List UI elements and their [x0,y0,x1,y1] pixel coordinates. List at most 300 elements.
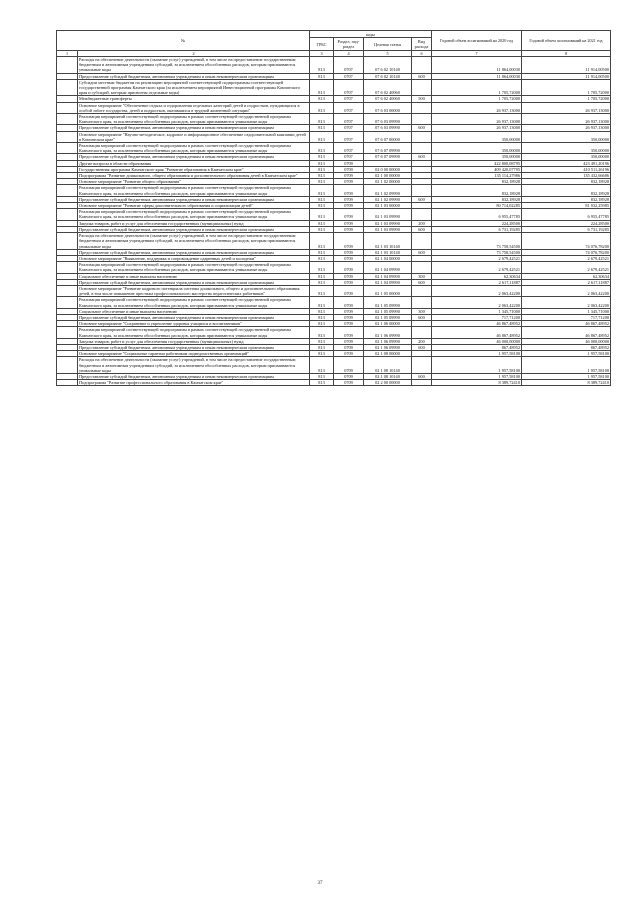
row-number-cell [57,114,78,125]
row-vr-cell: 200 [412,338,432,344]
row-2020-cell: 2 679,42521 [432,262,522,273]
row-grbs-cell: 813 [310,255,334,261]
row-razdel-cell: 0709 [334,314,364,320]
header-2021: Годовой объем ассигнований на 2021 год [522,31,611,51]
row-name-cell: Межбюджетные трансферты [78,96,310,102]
row-grbs-cell: 813 [310,196,334,202]
row-grbs-cell: 813 [310,114,334,125]
row-name-cell: Предоставление субсидий бюджетным, автономным учреждениям и иным некоммерческим организациям [78,154,310,160]
page-number: 37 [317,881,323,886]
row-2021-cell: 832,18928 [522,185,611,196]
row-name-cell: Предоставление субсидий бюджетным, автономным учреждениям и иным некоммерческим организациям [78,125,310,131]
row-2021-cell: 2 063,42200 [522,285,611,296]
header-codes: коды [310,31,432,38]
row-grbs-cell: 813 [310,273,334,279]
row-number-cell [57,57,78,74]
row-2021-cell: 1 345,71000 [522,308,611,314]
row-grbs-cell: 813 [310,179,334,185]
row-2021-cell: 717,71200 [522,314,611,320]
row-razdel-cell: 0707 [334,102,364,113]
row-razdel-cell: 0709 [334,233,364,250]
table-body [57,57,611,386]
row-cs-cell: 02 1 03 00000 [364,203,412,209]
row-grbs-cell: 813 [310,131,334,142]
row-grbs-cell: 813 [310,209,334,220]
row-cs-cell: 07 6 02 10140 [364,73,412,79]
row-2020-cell: 1 345,71000 [432,308,522,314]
row-number-cell [57,131,78,142]
row-razdel-cell: 0709 [334,297,364,308]
column-number: 2 [78,51,310,57]
row-vr-cell: 600 [412,249,432,255]
row-razdel-cell: 0709 [334,179,364,185]
row-2020-cell: 1 957,58100 [432,351,522,357]
table-header [57,31,611,57]
table-row [57,185,611,196]
column-number: 7 [432,51,522,57]
row-2021-cell: 867,48952 [522,344,611,350]
row-vr-cell: 300 [412,273,432,279]
row-name-cell: Государственная программа Камчатского края "Развитие образования в Камчатском крае" [78,166,310,172]
row-cs-cell: 02 1 05 09990 [364,297,412,308]
row-cs-cell: 02 1 02 00000 [364,179,412,185]
row-razdel-cell: 0707 [334,57,364,74]
row-2021-cell: 423 491,20196 [522,160,611,166]
row-cs-cell: 02 1 03 09990 [364,209,412,220]
row-cs-cell: 02 1 06 09990 [364,338,412,344]
row-grbs-cell: 813 [310,308,334,314]
row-vr-cell [412,297,432,308]
row-name-cell: Предоставление субсидий бюджетным, автономным учреждениям и иным некоммерческим организациям [78,373,310,379]
row-razdel-cell: 0709 [334,249,364,255]
row-razdel-cell: 0707 [334,73,364,79]
row-2021-cell: 1 705,72000 [522,96,611,102]
row-razdel-cell: 0709 [334,203,364,209]
row-grbs-cell: 813 [310,338,334,344]
row-2020-cell: 832,18928 [432,185,522,196]
row-razdel-cell: 0709 [334,327,364,338]
row-2021-cell: 46 867,48952 [522,321,611,327]
row-cs-cell: 02 1 03 10140 [364,249,412,255]
row-2021-cell: 1 957,58100 [522,373,611,379]
row-2021-cell: 26 937,13000 [522,125,611,131]
row-cs-cell: 02 2 00 00000 [364,380,412,386]
row-cs-cell: 07 6 07 00000 [364,131,412,142]
row-razdel-cell: 0707 [334,114,364,125]
row-number-cell [57,285,78,296]
row-vr-cell: 200 [412,220,432,226]
row-cs-cell: 02 1 04 09990 [364,262,412,273]
row-cs-cell: 02 1 05 00000 [364,285,412,296]
row-cs-cell: 02 1 06 09990 [364,344,412,350]
row-name-cell: Социальное обеспечение и иные выплаты населению [78,308,310,314]
row-name-cell: Предоставление субсидий бюджетным, автономным учреждениям и иным некоммерческим организациям [78,249,310,255]
row-cs-cell: 02 1 08 00000 [364,351,412,357]
row-vr-cell: 600 [412,314,432,320]
row-2021-cell: 135 432,66686 [522,173,611,179]
row-name-cell: Основное мероприятие "Сохранение и укрепление здоровья учащихся и воспитанников" [78,321,310,327]
row-razdel-cell: 0709 [334,344,364,350]
row-cs-cell: 02 1 02 09990 [364,185,412,196]
row-cs-cell: 02 1 05 09990 [364,308,412,314]
row-vr-cell: 600 [412,373,432,379]
row-2020-cell: 62,30634 [432,273,522,279]
row-razdel-cell: 0709 [334,380,364,386]
table-row [57,357,611,374]
row-name-cell: Подпрограмма "Развитие профессионального образования в Камчатском крае" [78,380,310,386]
row-number-cell [57,209,78,220]
row-grbs-cell: 813 [310,297,334,308]
row-grbs-cell: 813 [310,96,334,102]
table-row [57,102,611,113]
row-2020-cell: 867,48952 [432,344,522,350]
row-razdel-cell: 0709 [334,279,364,285]
row-name-cell: Закупка товаров, работ и услуг для обеспечения государственных (муниципальных) нужд [78,338,310,344]
column-number: 5 [364,51,412,57]
row-name-cell: Реализация мероприятий соответствующей подпрограммы в рамках соответствующей государственной программы Камчатского края, за исключением обособленных расходов, которым присваиваются уникальные коды [78,185,310,196]
row-razdel-cell: 0709 [334,160,364,166]
row-vr-cell [412,285,432,296]
row-2021-cell: 350,00000 [522,143,611,154]
column-number: 8 [522,51,611,57]
row-grbs-cell: 813 [310,143,334,154]
row-vr-cell: 600 [412,196,432,202]
table-row [57,285,611,296]
budget-table [56,30,611,386]
row-name-cell: Основное мероприятие "Социальные гарантии работникам подведомственных организаций" [78,351,310,357]
row-vr-cell: 600 [412,73,432,79]
row-vr-cell [412,79,432,96]
row-grbs-cell: 813 [310,373,334,379]
row-number-cell [57,233,78,250]
row-grbs-cell: 813 [310,351,334,357]
row-cs-cell: 02 1 00 00000 [364,173,412,179]
row-cs-cell: 07 6 03 09990 [364,125,412,131]
row-2021-cell: 2 617,11887 [522,279,611,285]
table-row [57,233,611,250]
row-grbs-cell: 813 [310,160,334,166]
row-2020-cell: 26 937,13000 [432,114,522,125]
row-razdel-cell: 0709 [334,373,364,379]
row-2021-cell: 6 955,47785 [522,209,611,220]
row-grbs-cell: 813 [310,249,334,255]
row-2021-cell: 6 731,19285 [522,226,611,232]
row-name-cell: Предоставление субсидий бюджетным, автономным учреждениям и иным некоммерческим организациям [78,279,310,285]
row-name-cell: Реализация мероприятий соответствующей подпрограммы в рамках соответствующей государственной программы Камчатского края, за исключением обособленных расходов, которым присваиваются уникальные коды [78,262,310,273]
row-grbs-cell: 813 [310,380,334,386]
row-2020-cell: 8 389,72410 [432,380,522,386]
row-razdel-cell: 0709 [334,226,364,232]
row-razdel-cell: 0707 [334,131,364,142]
row-name-cell: Реализация мероприятий соответствующей подпрограммы в рамках соответствующей государственной программы Камчатского края, за исключением обособленных расходов, которым присваиваются уникальные коды [78,114,310,125]
row-2021-cell: 11 914,00500 [522,73,611,79]
row-2020-cell: 46 000,00000 [432,338,522,344]
row-name-cell: Закупка товаров, работ и услуг для обеспечения государственных (муниципальных) нужд [78,220,310,226]
row-grbs-cell: 813 [310,166,334,172]
header-grbs: ГРБС [310,38,334,51]
row-name-cell: Другие вопросы в области образования [78,160,310,166]
row-2020-cell: 1 705,72000 [432,79,522,96]
table-row [57,297,611,308]
row-2021-cell: 74 076,78200 [522,233,611,250]
row-grbs-cell: 813 [310,279,334,285]
row-cs-cell: 02 1 06 00000 [364,321,412,327]
row-2020-cell: 832,18928 [432,179,522,185]
header-number: № [57,31,310,51]
row-grbs-cell: 813 [310,226,334,232]
row-name-cell: Реализация мероприятий соответствующей подпрограммы в рамках соответствующей государственной программы Камчатского края, за исключением обособленных расходов, которым присваиваются уникальные коды [78,143,310,154]
row-grbs-cell: 813 [310,79,334,96]
row-2021-cell: 26 937,13000 [522,114,611,125]
row-2020-cell: 1 705,72000 [432,96,522,102]
row-razdel-cell: 0709 [334,338,364,344]
row-number-cell [57,380,78,386]
row-cs-cell: 02 1 06 09990 [364,327,412,338]
row-vr-cell: 600 [412,226,432,232]
header-2020: Годовой объем ассигнований на 2020 год [432,31,522,51]
row-name-cell: Реализация мероприятий соответствующей подпрограммы в рамках соответствующей государственной программы Камчатского края, за исключением обособленных расходов, которым присваиваются уникальные коды [78,297,310,308]
row-number-cell [57,102,78,113]
row-name-cell: Предоставление субсидий бюджетным, автономным учреждениям и иным некоммерческим организациям [78,73,310,79]
row-vr-cell [412,233,432,250]
row-2020-cell: 1 957,58100 [432,357,522,374]
row-cs-cell: 02 1 04 09990 [364,279,412,285]
header-razdel: Раздел, под-раздел [334,38,364,51]
row-razdel-cell: 0707 [334,154,364,160]
row-grbs-cell: 813 [310,357,334,374]
row-name-cell: Основное мероприятие "Обеспечение отдыха и оздоровления отдельных категорий детей и подростков, нуждающихся в особой заботе государства, детей и подростков, оказавшихся в трудной жизненной ситуации" [78,102,310,113]
row-number-cell [57,262,78,273]
row-2020-cell: 80 714,02285 [432,203,522,209]
row-2021-cell: 2 063,42200 [522,297,611,308]
row-2020-cell: 11 864,00030 [432,73,522,79]
row-2020-cell: 135 114,27986 [432,173,522,179]
row-2020-cell: 73 758,54500 [432,233,522,250]
row-number-cell [57,185,78,196]
row-2020-cell: 46 867,48952 [432,321,522,327]
row-razdel-cell: 0709 [334,166,364,172]
row-number-cell [57,143,78,154]
row-2020-cell: 73 758,54500 [432,249,522,255]
row-name-cell: Предоставление субсидий бюджетным, автономным учреждениям и иным некоммерческим организациям [78,196,310,202]
row-cs-cell: 02 1 05 09990 [364,314,412,320]
row-razdel-cell: 0707 [334,79,364,96]
row-2020-cell: 422 800,08795 [432,160,522,166]
row-2021-cell: 74 076,78200 [522,249,611,255]
row-razdel-cell: 0709 [334,196,364,202]
row-name-cell: Предоставление субсидий бюджетным, автономным учреждениям и иным некоммерческим организациям [78,314,310,320]
row-vr-cell [412,57,432,74]
row-grbs-cell: 813 [310,321,334,327]
row-razdel-cell: 0709 [334,220,364,226]
row-name-cell: Основное мероприятие "Развитие общего образования" [78,179,310,185]
row-vr-cell: 600 [412,344,432,350]
row-grbs-cell: 813 [310,173,334,179]
row-razdel-cell: 0707 [334,143,364,154]
row-number-cell [57,297,78,308]
row-cs-cell: 07 6 02 10140 [364,57,412,74]
row-vr-cell [412,143,432,154]
row-2020-cell: 6 955,47785 [432,209,522,220]
row-cs-cell: 02 1 03 09990 [364,226,412,232]
row-2020-cell: 717,71200 [432,314,522,320]
row-cs-cell: 02 1 08 10140 [364,357,412,374]
row-razdel-cell: 0709 [334,273,364,279]
row-name-cell: Расходы на обеспечение деятельности (оказание услуг) учреждений, в том числе на предоставление государственным бюджетным и автономным учреждениям субсидий, за исключением обособленных расходов, которым присваиваются уникальные коды [78,57,310,74]
row-grbs-cell: 813 [310,125,334,131]
row-2021-cell: 1 957,58100 [522,351,611,357]
row-razdel-cell: 0709 [334,308,364,314]
row-cs-cell: 02 1 08 10140 [364,373,412,379]
row-number-cell [57,79,78,96]
row-2020-cell: 2 063,42200 [432,297,522,308]
row-number-cell [57,357,78,374]
row-2020-cell: 2 617,11887 [432,279,522,285]
row-razdel-cell: 0709 [334,173,364,179]
row-razdel-cell: 0707 [334,125,364,131]
row-grbs-cell: 813 [310,154,334,160]
row-grbs-cell: 813 [310,102,334,113]
column-number: 6 [412,51,432,57]
row-cs-cell: 07 6 03 09990 [364,114,412,125]
table-row [57,131,611,142]
row-2021-cell: 81 032,25985 [522,203,611,209]
row-2020-cell: 11 864,00030 [432,57,522,74]
row-name-cell: Основное мероприятие "Научно-методическое, кадровое и информационное обеспечение оздоровительной кампании детей в Камчатском крае" [78,131,310,142]
row-vr-cell [412,114,432,125]
row-cs-cell: 07 6 02 40060 [364,79,412,96]
row-2020-cell: 6 731,19285 [432,226,522,232]
row-name-cell: Основное мероприятие "Выявление, поддержка и сопровождение одаренных детей и молодежи" [78,255,310,261]
row-grbs-cell: 813 [310,73,334,79]
row-2020-cell: 26 937,13000 [432,125,522,131]
row-2021-cell: 1 705,72000 [522,79,611,96]
row-vr-cell: 600 [412,125,432,131]
column-number: 1 [57,51,78,57]
table-row [57,114,611,125]
row-2020-cell: 350,00000 [432,131,522,142]
row-name-cell: Социальное обеспечение и иные выплаты населению [78,273,310,279]
row-2021-cell: 26 937,13000 [522,102,611,113]
row-grbs-cell: 813 [310,220,334,226]
row-vr-cell [412,357,432,374]
row-vr-cell [412,131,432,142]
row-name-cell: Субсидии местным бюджетам на реализацию мероприятий соответствующей подпрограммы соответствующей государственной программы Камчатского края (за исключением мероприятий Инвестиционной программы Камчатского края и субсидий, которым присвоены отдельные коды) [78,79,310,96]
row-2021-cell: 11 914,00500 [522,57,611,74]
row-name-cell: Предоставление субсидий бюджетным, автономным учреждениям и иным некоммерческим организациям [78,344,310,350]
row-cs-cell: 02 1 04 09990 [364,273,412,279]
row-cs-cell: 07 6 07 09990 [364,154,412,160]
row-name-cell: Реализация мероприятий соответствующей подпрограммы в рамках соответствующей государственной программы Камчатского края, за исключением обособленных расходов, которым присваиваются уникальные коды [78,327,310,338]
row-2021-cell: 224,28500 [522,220,611,226]
row-2021-cell: 46 867,48952 [522,327,611,338]
row-razdel-cell: 0709 [334,357,364,374]
row-razdel-cell: 0709 [334,255,364,261]
row-2020-cell: 350,00000 [432,143,522,154]
row-name-cell: Расходы на обеспечение деятельности (оказание услуг) учреждений, в том числе на предоставление государственным бюджетным и автономным учреждениям субсидий, за исключением обособленных расходов, которым присваиваются уникальные коды [78,233,310,250]
row-2021-cell: 2 679,42521 [522,255,611,261]
row-name-cell: Подпрограмма "Развитие дошкольного, общего образования и дополнительного образования детей в Камчатском крае" [78,173,310,179]
row-2021-cell: 1 957,58100 [522,357,611,374]
row-name-cell: Предоставление субсидий бюджетным, автономным учреждениям и иным некоммерческим организациям [78,226,310,232]
row-2020-cell: 224,28500 [432,220,522,226]
row-razdel-cell: 0709 [334,351,364,357]
row-2020-cell: 46 867,48952 [432,327,522,338]
row-2020-cell: 26 937,13000 [432,102,522,113]
row-2020-cell: 832,18928 [432,196,522,202]
row-2021-cell: 62,30634 [522,273,611,279]
row-vr-cell [412,209,432,220]
row-grbs-cell: 813 [310,262,334,273]
row-cs-cell: 02 1 04 00000 [364,255,412,261]
table-row [57,262,611,273]
row-2020-cell: 2 063,42200 [432,285,522,296]
row-cs-cell: 02 0 00 00000 [364,166,412,172]
row-vr-cell [412,102,432,113]
row-cs-cell: 02 1 03 09990 [364,220,412,226]
table-row [57,209,611,220]
table-row [57,57,611,74]
row-grbs-cell: 813 [310,327,334,338]
row-grbs-cell: 813 [310,314,334,320]
row-2021-cell: 832,18928 [522,179,611,185]
row-vr-cell: 600 [412,279,432,285]
row-2021-cell: 46 000,00000 [522,338,611,344]
row-2020-cell: 1 957,58100 [432,373,522,379]
header-vr: Вид расхода [412,38,432,51]
row-name-cell: Реализация мероприятий соответствующей подпрограммы в рамках соответствующей государственной программы Камчатского края, за исключением обособленных расходов, которым присваиваются уникальные коды [78,209,310,220]
row-2021-cell: 2 679,42521 [522,262,611,273]
table-row [57,380,611,386]
row-vr-cell: 600 [412,154,432,160]
document-page [56,30,610,386]
row-vr-cell [412,185,432,196]
column-number: 3 [310,51,334,57]
row-grbs-cell: 813 [310,57,334,74]
row-2020-cell: 2 679,42521 [432,255,522,261]
row-grbs-cell: 813 [310,344,334,350]
row-vr-cell [412,262,432,273]
row-grbs-cell: 813 [310,233,334,250]
row-grbs-cell: 813 [310,285,334,296]
row-2021-cell: 832,18928 [522,196,611,202]
row-2021-cell: 8 389,72410 [522,380,611,386]
row-2021-cell: 410 511,26196 [522,166,611,172]
row-razdel-cell: 0709 [334,285,364,296]
table-row [57,327,611,338]
row-vr-cell: 500 [412,96,432,102]
row-2021-cell: 350,00000 [522,154,611,160]
table-row [57,79,611,96]
row-razdel-cell: 0709 [334,209,364,220]
column-number: 4 [334,51,364,57]
row-2020-cell: 409 420,07795 [432,166,522,172]
row-vr-cell [412,380,432,386]
row-number-cell [57,327,78,338]
row-razdel-cell: 0709 [334,321,364,327]
row-razdel-cell: 0709 [334,185,364,196]
row-grbs-cell: 813 [310,203,334,209]
row-2020-cell: 350,00000 [432,154,522,160]
header-cs: Целевая статья [364,38,412,51]
row-name-cell: Основное мероприятие "Развитие сферы дополнительного образования и социализации детей" [78,203,310,209]
row-cs-cell: 02 1 03 10140 [364,233,412,250]
table-row [57,143,611,154]
row-vr-cell: 300 [412,308,432,314]
row-name-cell: Расходы на обеспечение деятельности (оказание услуг) учреждений, в том числе на предоставление государственным бюджетным и автономным учреждениям субсидий, за исключением обособленных расходов, которым присваиваются уникальные коды [78,357,310,374]
row-razdel-cell: 0707 [334,96,364,102]
row-cs-cell: 07 6 02 40060 [364,96,412,102]
